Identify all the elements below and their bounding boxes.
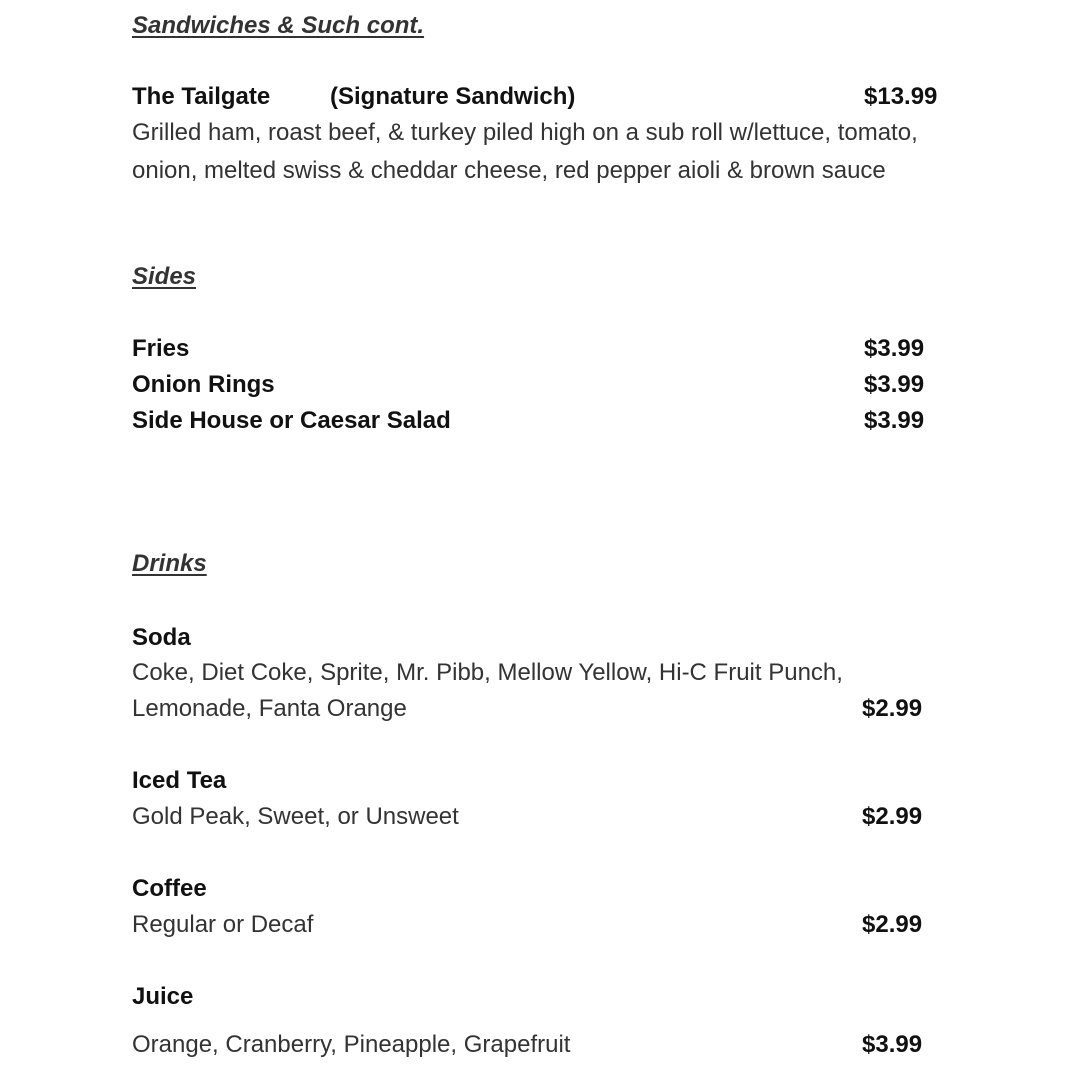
menu-item-description: Orange, Cranberry, Pineapple, Grapefruit [132,1031,571,1058]
menu-item-price: $3.99 [864,335,925,362]
menu-item-price: $2.99 [862,803,923,830]
menu-item-tag: (Signature Sandwich) [330,83,576,110]
section-heading-sandwiches: Sandwiches & Such cont. [132,12,425,39]
menu-item-name: Soda [132,624,191,651]
menu-item-name: Onion Rings [132,371,275,398]
section-heading-drinks: Drinks [132,550,207,577]
menu-item-name: Coffee [132,875,207,902]
menu-item-description: Grilled ham, roast beef, & turkey piled high on a sub roll w/lettuce, tomato, [132,119,918,146]
menu-item-price: $3.99 [862,1031,923,1058]
menu-item-price: $2.99 [862,695,923,722]
menu-item-name: The Tailgate [132,83,271,110]
menu-item-name: Iced Tea [132,767,227,794]
menu-item-price: $3.99 [864,407,925,434]
menu-item-description: Coke, Diet Coke, Sprite, Mr. Pibb, Mellow Yellow, Hi-C Fruit Punch, [132,659,843,686]
menu-item-price: $3.99 [864,371,925,398]
section-heading-sides: Sides [132,263,197,290]
menu-item-description: Lemonade, Fanta Orange [132,695,407,722]
menu-item-description: Regular or Decaf [132,911,314,938]
menu-item-name: Juice [132,983,194,1010]
menu-item-price: $2.99 [862,911,923,938]
menu-item-price: $13.99 [864,83,938,110]
menu-item-name: Fries [132,335,190,362]
menu-item-name: Side House or Caesar Salad [132,407,451,434]
menu-item-description: onion, melted swiss & cheddar cheese, red pepper aioli & brown sauce [132,157,886,184]
menu-item-description: Gold Peak, Sweet, or Unsweet [132,803,459,830]
